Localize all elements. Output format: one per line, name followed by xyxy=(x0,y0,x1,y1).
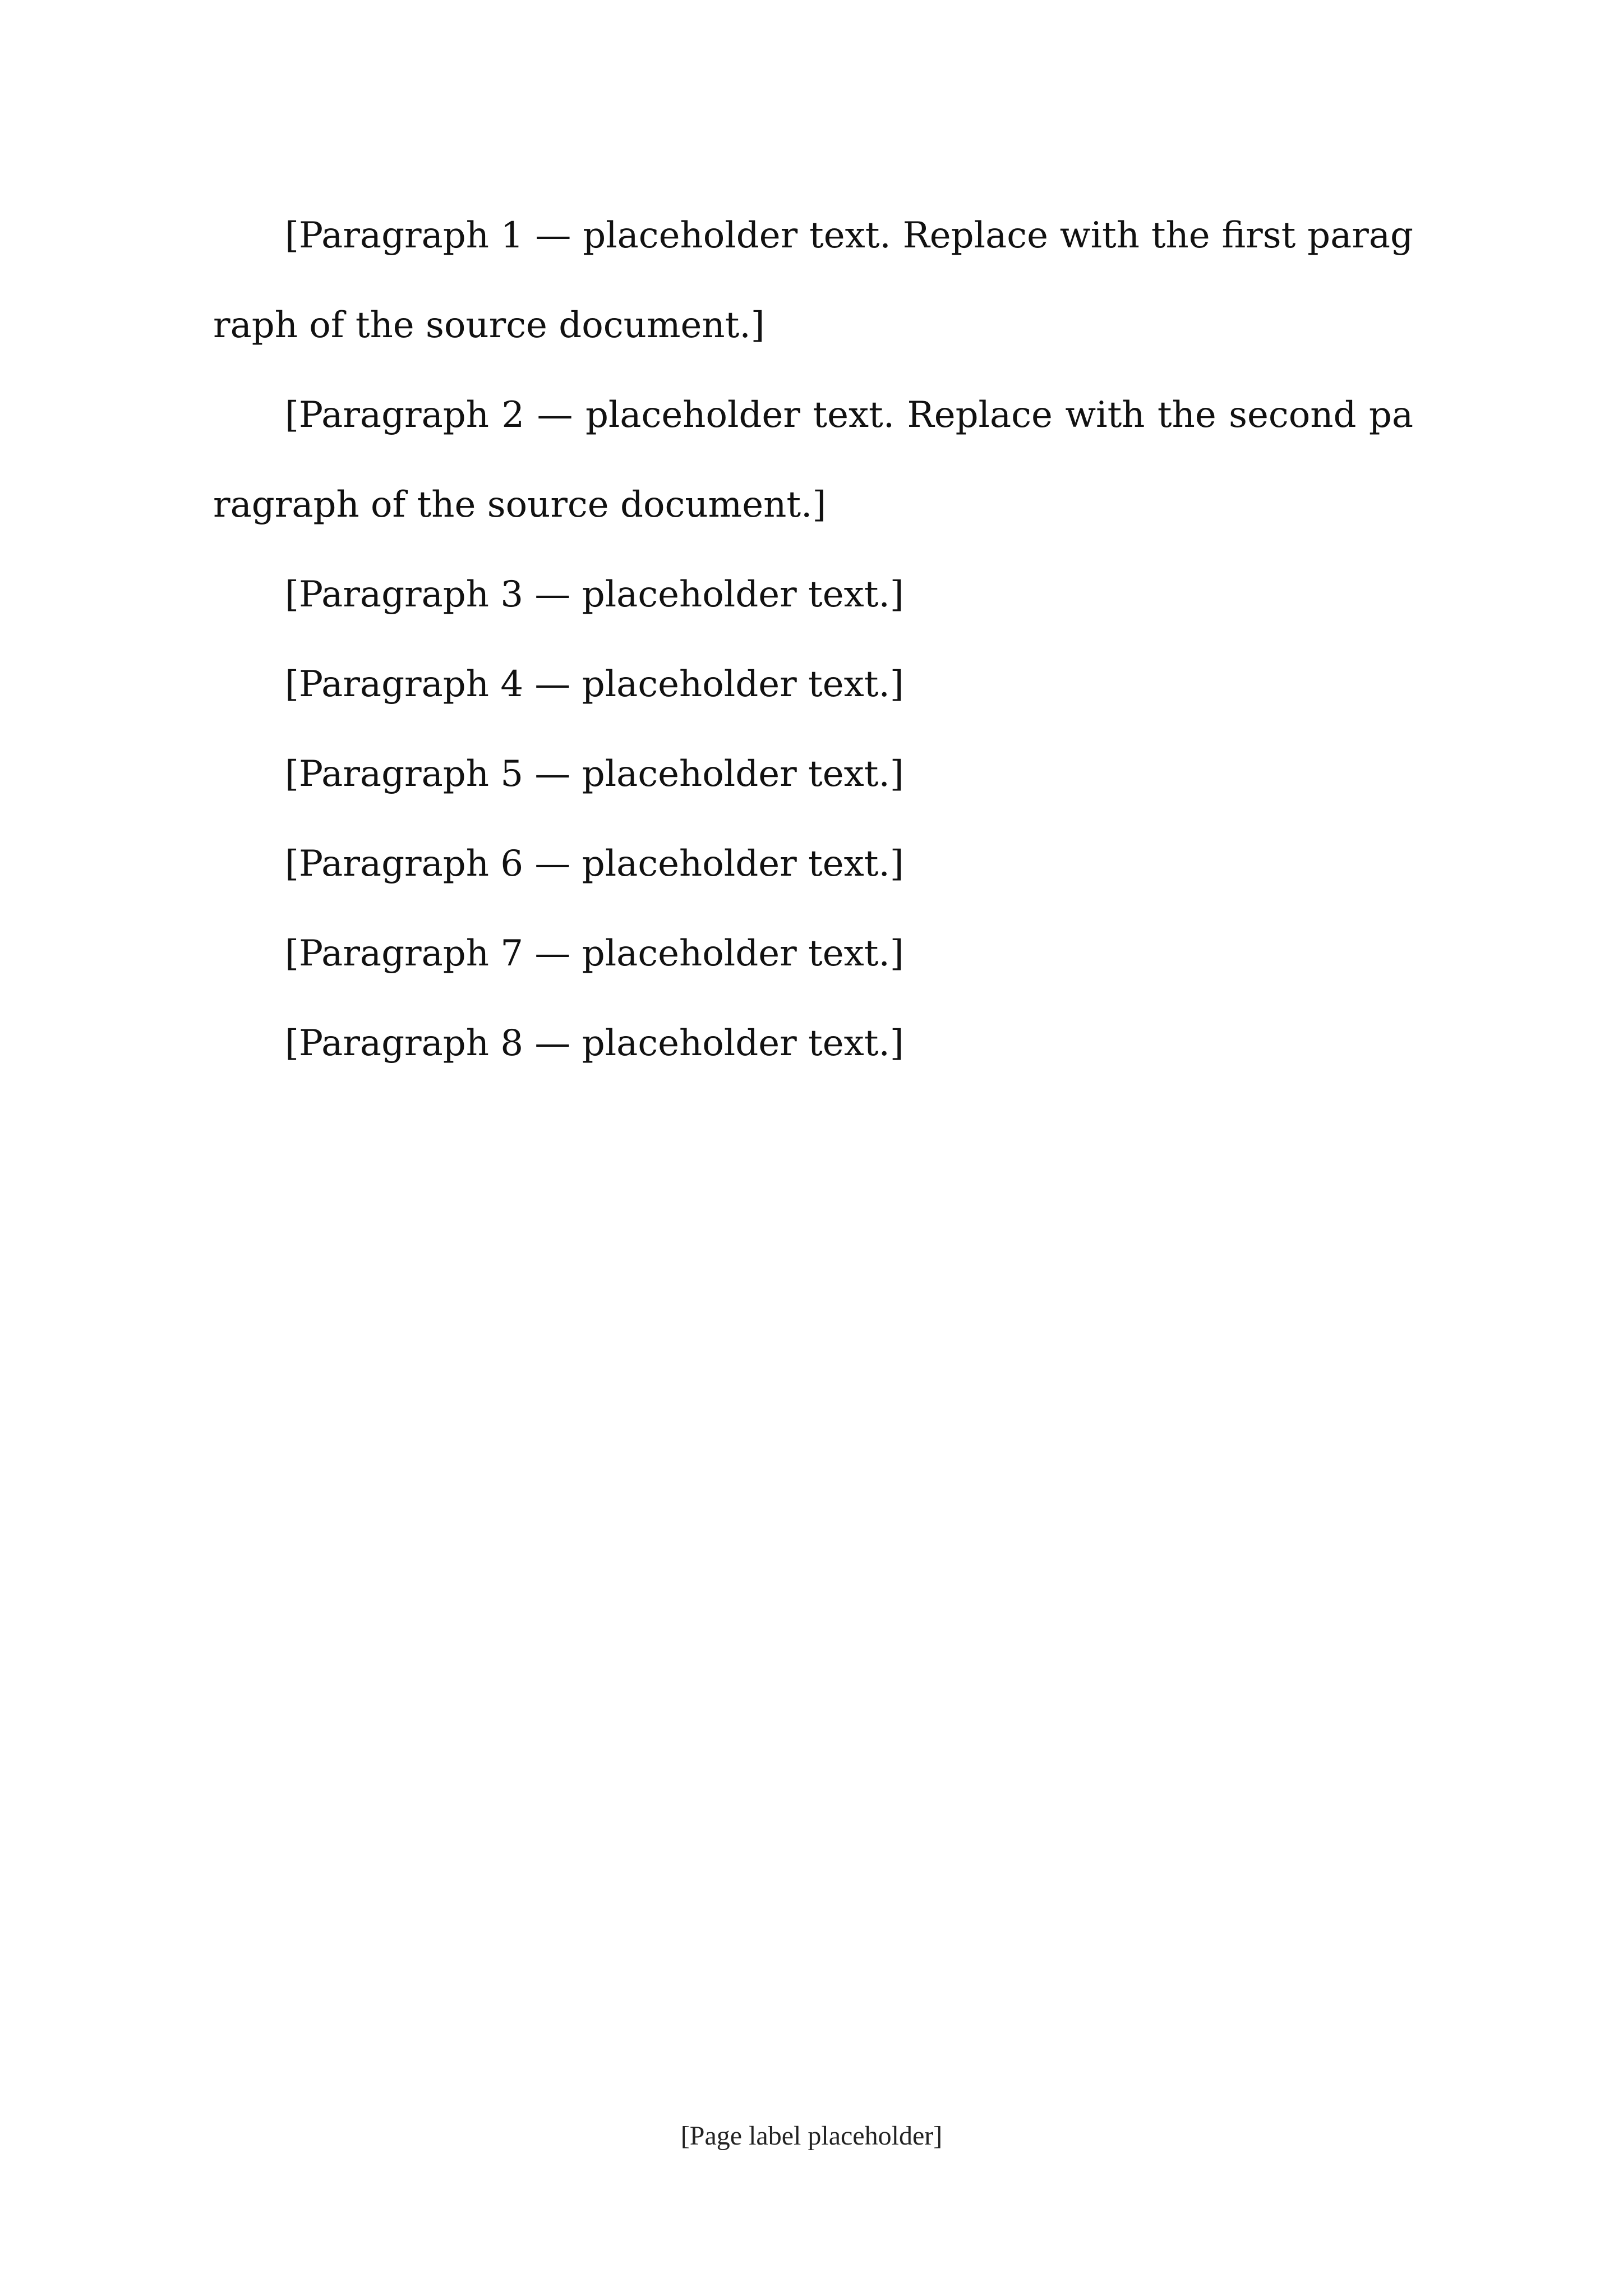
paragraph-list xyxy=(213,191,1413,1088)
paragraph: [Paragraph 5 — placeholder text.] xyxy=(285,753,904,795)
paragraph: [Paragraph 6 — placeholder text.] xyxy=(285,843,904,885)
paragraph: [Paragraph 4 — placeholder text.] xyxy=(285,664,904,705)
paragraph: [Paragraph 1 — placeholder text. Replace with the first paragraph of the source document.] xyxy=(213,215,1413,346)
paragraph: [Paragraph 7 — placeholder text.] xyxy=(285,933,904,974)
page-footer: [Page label placeholder] xyxy=(680,2121,943,2151)
document-body xyxy=(213,191,1413,1088)
paragraph: [Paragraph 8 — placeholder text.] xyxy=(285,1023,904,1064)
paragraph: [Paragraph 3 — placeholder text.] xyxy=(285,574,904,615)
paragraph: [Paragraph 2 — placeholder text. Replace with the second paragraph of the source document.] xyxy=(213,394,1413,526)
